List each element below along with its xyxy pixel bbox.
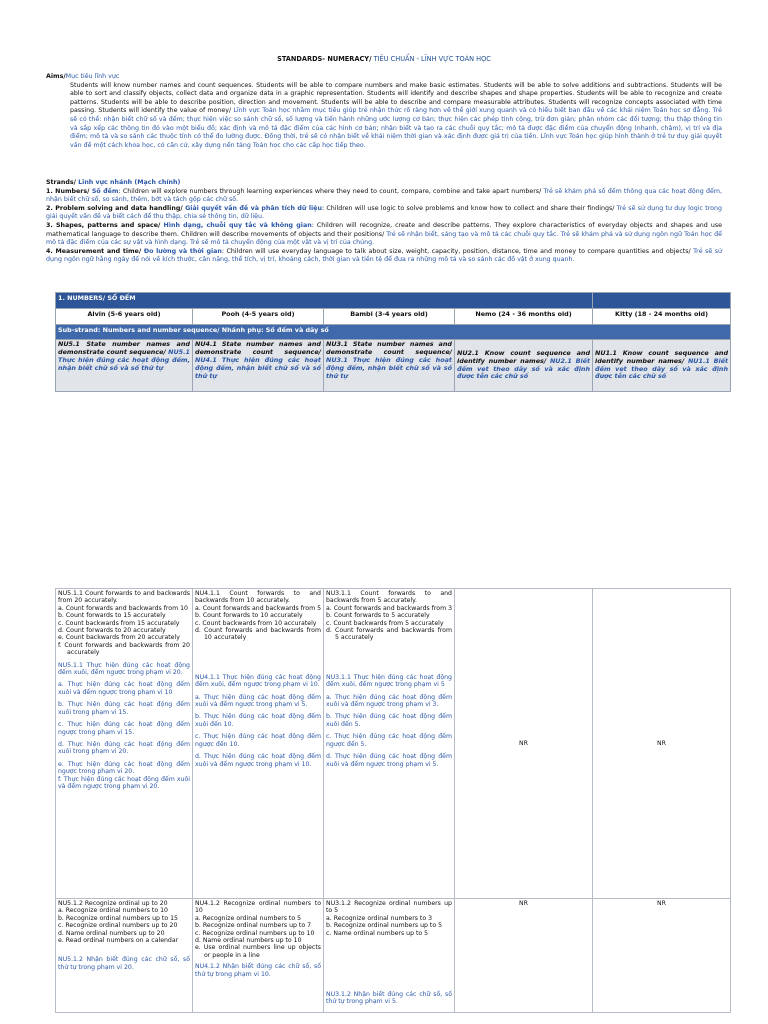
age-group-row — [56, 309, 731, 325]
aims-section — [46, 73, 722, 150]
indicator-row-count — [56, 589, 731, 899]
strand-item: 3. Shapes, patterns and space/ Hình dạng, chuỗi quy tắc và không gian: Children will recognize, create and describe patterns. They explore characteristics of everyday objects and shapes and use mathematical language to describe them. Children will describe movements of objects and their positions/ Trẻ sẽ nhận biết, sáng tạo và mô tả các chuỗi quy tắc. Trẻ sẽ khám phá và sử dụng ngôn ngữ Toán học để mô tả đặc điểm của các sự vật và hình dạng. Trẻ sẽ mô tả chuyển động của một vật và vị trí của chúng. — [46, 221, 722, 247]
strand-item: 1. Numbers/ Số đếm: Children will explore numbers through learning experiences where they need to count, compare, combine and take apart numbers/ Trẻ sẽ khám phá số đếm thông qua các hoạt động đếm, nhận biết chữ số, so sánh, thêm, bớt và tách gộp các chữ số. — [46, 187, 722, 204]
cell-bambi-count: NU3.1.1 Count forwards to and backwards from 5 accurately. a. Count forwards and backwards from 3 b. Count forwards to 5 accurately c. Count backwards from 5 accurately d. Count forwards and backwards from 5 accurately NU3.1.1 Thực hiện đúng các hoạt động đếm xuôi, đếm ngược trong phạm vi 5 a. Thực hiện đúng các hoạt động đếm xuôi và đếm ngược trong phạm vi 3. b. Thực hiện đúng các hoạt động đếm xuôi đến 5. c. Thực hiện đúng các hoạt động đếm ngược đến 5. d. Thực hiện đúng các hoạt động đếm xuôi và đếm ngược trong phạm vi 5. — [324, 589, 455, 899]
cell-alvin-count: NU5.1.1 Count forwards to and backwards from 20 accurately. a. Count forwards and backwards from 10 b. Count forwards to 15 accurately c. Count backwards from 15 accurately d. Count forwards to 20 accurately e. Count backwards from 20 accurately f. Count forwards and backwards from 20 accurately NU5.1.1 Thực hiện đúng các hoạt động đếm xuôi, đếm ngược trong phạm vi 20. a. Thực hiện đúng các hoạt động đếm xuôi và đếm ngược trong phạm vi 10 b. Thực hiện đúng các hoạt động đếm xuôi trong phạm vi 15. c. Thực hiện đúng các hoạt động đếm ngược trong phạm vi 15. d. Thực hiện đúng các hoạt động đếm xuôi trong phạm vi 20. e. Thực hiện đúng các hoạt động đếm ngược trong phạm vi 20. f. Thực hiện đúng các hoạt động đếm xuôi và đếm ngược trong phạm vi 20. — [56, 589, 193, 899]
age-nemo: Nemo (24 - 36 months old) — [455, 309, 593, 325]
strands-heading: Strands/ Lĩnh vực nhánh (Mạch chính) — [46, 179, 181, 186]
cell-alvin-ordinal: NU5.1.2 Recognize ordinal up to 20 a. Recognize ordinal numbers to 10 b. Recognize ordinal numbers up to 15 c. Recognize ordinal numbers up to 20 d. Name ordinal numbers up to 20 e. Read ordinal numbers on a calendar NU5.1.2 Nhận biết đúng các chữ số, số thứ tự trong phạm vi 20. — [56, 899, 193, 1013]
strands-section — [46, 179, 722, 265]
cell-kitty-ordinal: NR — [593, 899, 731, 1013]
standard-bambi: NU3.1 State number names and demonstrate count sequence/ NU3.1 Thực hiện đúng các hoạt động đếm, nhận biết chữ số và số thứ tự — [324, 340, 455, 392]
strand-item: 4. Measurement and time/ Đo lường và thời gian: Children will use everyday language to talk about size, weight, capacity, position, distance, time and money to compare quantities and objects/ Trẻ sẽ sử dụng ngôn ngữ hằng ngày để nói về kích thước, cân nặng, thể tích, vị trí, khoảng cách, thời gian và tiền tệ để đưa ra những mô tả và so sánh các đồ vật ở xung quanh. — [46, 247, 723, 264]
age-pooh: Pooh (4-5 years old) — [193, 309, 324, 325]
cell-pooh-ordinal: NU4.1.2 Recognize ordinal numbers to 10 a. Recognize ordinal numbers to 5 b. Recognize ordinal numbers up to 7 c. Recognize ordinal numbers up to 10 d. Name ordinal numbers up to 10 e. Use ordinal numbers line up objects or people in a line NU4.1.2 Nhận biết đúng các chữ số, số thứ tự trong phạm vi 10. — [193, 899, 324, 1013]
age-kitty: Kitty (18 - 24 months old) — [593, 309, 731, 325]
standards-header-table — [55, 292, 731, 392]
substrand-title: Sub-strand: Numbers and number sequence/ Nhánh phụ: Số đếm và dãy số — [56, 325, 731, 340]
standards-row — [56, 340, 731, 392]
standard-kitty: NU1.1 Know count sequence and identify number names/ NU1.1 Biết đếm vẹt theo dãy số và xác định được tên các chữ số — [593, 340, 731, 392]
cell-nemo-ordinal: NR — [455, 899, 593, 1013]
standard-pooh: NU4.1 State number names and demonstrate count sequence/ NU4.1 Thực hiện đúng các hoạt động đếm, nhận biết chữ số và số thứ tự — [193, 340, 324, 392]
cell-nemo-count: NR — [455, 589, 593, 899]
standard-nemo: NU2.1 Know count sequence and identify number names/ NU2.1 Biết đếm vẹt theo dãy số và xác định được tên các chữ số — [455, 340, 593, 392]
aims-body: Students will know number names and count sequences. Students will be able to compare numbers and make basic estimates. Students will be able to solve additions and subtractions. Students will be able to sort and classify objects, collect data and organize data in a graphic representation. Students will identify and describe shapes and shape properties. Students will be able to recognize and create patterns. Students will be able to describe position, direction and movement. Students will be able to describe and compare measurable attributes. Students will recognize concepts associated with time passing. Students will identify the value of money/ Lĩnh vực Toán học nhằm mục tiêu giúp trẻ nhận thức rõ ràng hơn về thế giới xung quanh và có hiểu biết ban đầu về các khái niệm Toán học sơ đẳng. Trẻ sẽ có thể: nhận biết chữ số và đếm; thực hiện việc so sánh chữ số, số lượng và tiến hành những ước lượng cơ bản; thực hiện các phép tính cộng, trừ đơn giản; phân nhóm các đối tượng; thu thập thông tin và sắp xếp các thông tin đó vào một biểu đồ; xác định và mô tả đặc điểm của các hình cơ bản; nhận biết và tạo ra các chuỗi quy tắc; mô tả được đặc điểm của chuyển động (nhanh, chậm), vị trí và địa điểm; mô tả và so sánh các thuộc tính có thể đo lường được. Đồng thời, trẻ sẽ có nhận biết về khái niệm thời gian và xác định được giá trị của tiền. Lĩnh vực Toán học giúp hình thành ở trẻ tư duy giải quyết vấn đề một cách khoa học, có căn cứ, xây dựng nền tảng Toán học cho các cấp học tiếp theo. — [70, 81, 722, 149]
page-title: STANDARDS- NUMERACY/ TIÊU CHUẨN - LĨNH VỰC TOÁN HỌC — [277, 55, 491, 63]
substrand-row — [56, 325, 731, 340]
indicator-row-ordinal — [56, 899, 731, 1013]
standard-alvin: NU5.1 State number names and demonstrate count sequence/ NU5.1 Thực hiện đúng các hoạt động đếm, nhận biết chữ số và số thứ tự — [56, 340, 193, 392]
section-header-row — [56, 293, 731, 309]
cell-kitty-count: NR — [593, 589, 731, 899]
cell-bambi-ordinal: NU3.1.2 Recognize ordinal numbers up to 5 a. Recognize ordinal numbers to 3 b. Recognize ordinal numbers up to 5 c. Name ordinal numbers up to 5 NU3.1.2 Nhận biết đúng các chữ số, số thứ tự trong phạm vi 5. — [324, 899, 455, 1013]
section-title: 1. NUMBERS/ SỐ ĐẾM — [56, 293, 593, 309]
cell-pooh-count: NU4.1.1 Count forwards to and backwards from 10 accurately. a. Count forwards and backwards from 5 b. Count forwards to 10 accurately c. Count backwards from 10 accurately d. Count forwards and backwards from 10 accurately NU4.1.1 Thực hiện đúng các hoạt động đếm xuôi, đếm ngược trong phạm vi 10. a. Thực hiện đúng các hoạt động đếm xuôi và đếm ngược trong phạm vi 5. b. Thực hiện đúng các hoạt động đếm xuôi đến 10. c. Thực hiện đúng các hoạt động đếm ngược đến 10. d. Thực hiện đúng các hoạt động đếm xuôi và đếm ngược trong phạm vi 10. — [193, 589, 324, 899]
strand-item: 2. Problem solving and data handling/ Giải quyết vấn đề và phân tích dữ liệu: Children will use logic to solve problems and know how to collect and share their findings/ Trẻ sẽ sử dụng tư duy logic trong giải quyết vấn đề và biết cách để thu thập, chia sẻ thông tin, dữ liệu. — [46, 204, 722, 221]
age-bambi: Bambi (3-4 years old) — [324, 309, 455, 325]
indicators-table — [55, 588, 731, 1013]
age-alvin: Alvin (5-6 years old) — [56, 309, 193, 325]
aims-heading: Aims/Mục tiêu lĩnh vực — [46, 73, 120, 80]
